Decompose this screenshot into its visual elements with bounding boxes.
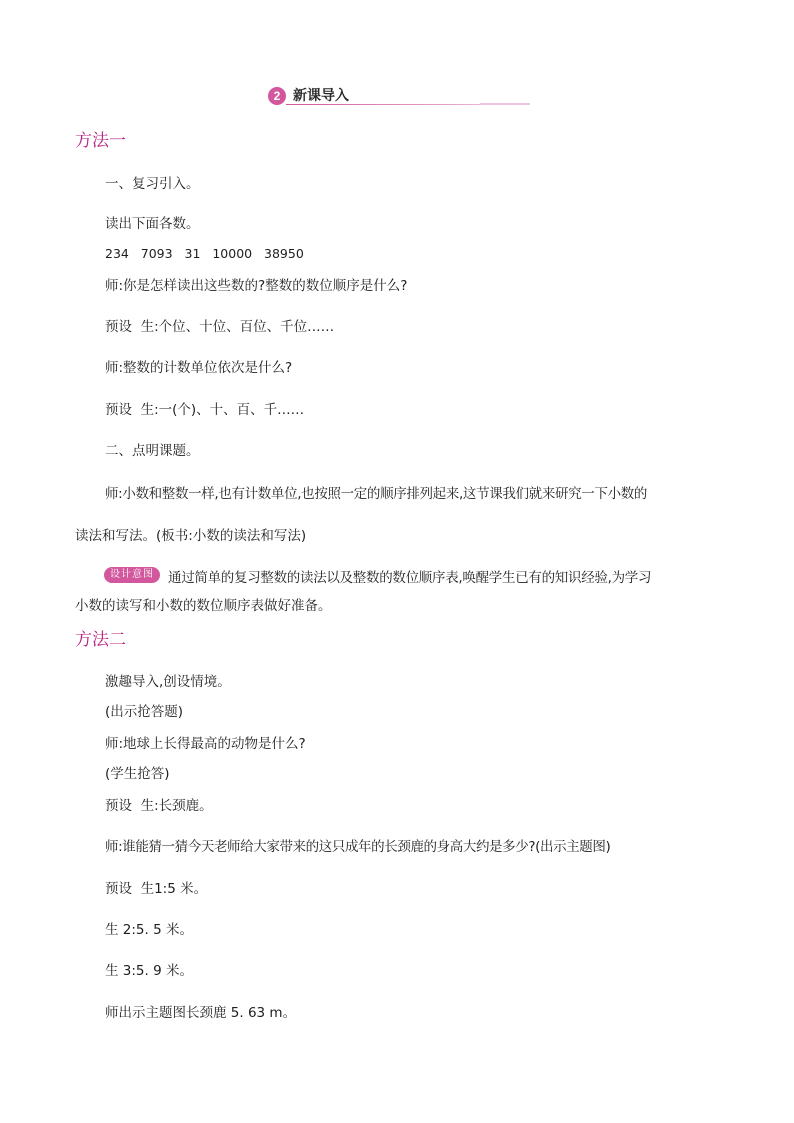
lesson-paragraph-line-2: 读法和写法。(板书:小数的读法和写法) bbox=[75, 528, 307, 544]
students-answer-note: (学生抢答) bbox=[105, 766, 170, 782]
lesson-paragraph-line-1: 师:小数和整数一样,也有计数单位,也按照一定的顺序排列起来,这节课我们就来研究一下小数的 bbox=[105, 486, 648, 502]
preset-answer-3: 预设 生:长颈鹿。 bbox=[105, 798, 213, 814]
method-two-title: 方法二 bbox=[75, 630, 126, 650]
number-list: 234 7093 31 10000 38950 bbox=[105, 246, 304, 261]
teacher-question-4: 师:谁能猜一猜今天老师给大家带来的这只成年的长颈鹿的身高大约是多少?(出示主题图) bbox=[105, 839, 611, 855]
read-numbers-prompt: 读出下面各数。 bbox=[105, 216, 200, 232]
preset-answer-2: 预设 生:一(个)、十、百、千…… bbox=[105, 402, 305, 418]
teacher-conclusion: 师出示主题图长颈鹿 5. 63 m。 bbox=[105, 1005, 297, 1021]
design-intent-badge: 设计意图 bbox=[104, 567, 160, 583]
teacher-question-2: 师:整数的计数单位依次是什么? bbox=[105, 360, 293, 376]
student-answer-3: 生 3:5. 9 米。 bbox=[105, 963, 193, 979]
design-intent-line-2: 小数的读写和小数的数位顺序表做好准备。 bbox=[75, 598, 332, 614]
section-title: 新课导入 bbox=[293, 88, 349, 104]
teacher-question-1: 师:你是怎样读出这些数的?整数的数位顺序是什么? bbox=[105, 278, 408, 294]
section-underline-accent bbox=[480, 103, 530, 105]
show-question-note: (出示抢答题) bbox=[105, 704, 184, 720]
teacher-question-3: 师:地球上长得最高的动物是什么? bbox=[105, 736, 306, 752]
preset-answer-1: 预设 生:个位、十位、百位、千位…… bbox=[105, 319, 335, 335]
student-answer-2: 生 2:5. 5 米。 bbox=[105, 922, 193, 938]
section-number-badge: 2 bbox=[268, 87, 286, 105]
step-two-heading: 二、点明课题。 bbox=[105, 443, 200, 459]
method-one-title: 方法一 bbox=[75, 131, 126, 151]
method-two-intro: 激趣导入,创设情境。 bbox=[105, 674, 231, 690]
step-one-heading: 一、复习引入。 bbox=[105, 176, 200, 192]
design-intent-line-1: 通过简单的复习整数的读法以及整数的数位顺序表,唤醒学生已有的知识经验,为学习 bbox=[168, 570, 652, 586]
preset-answer-4: 预设 生1:5 米。 bbox=[105, 881, 208, 897]
